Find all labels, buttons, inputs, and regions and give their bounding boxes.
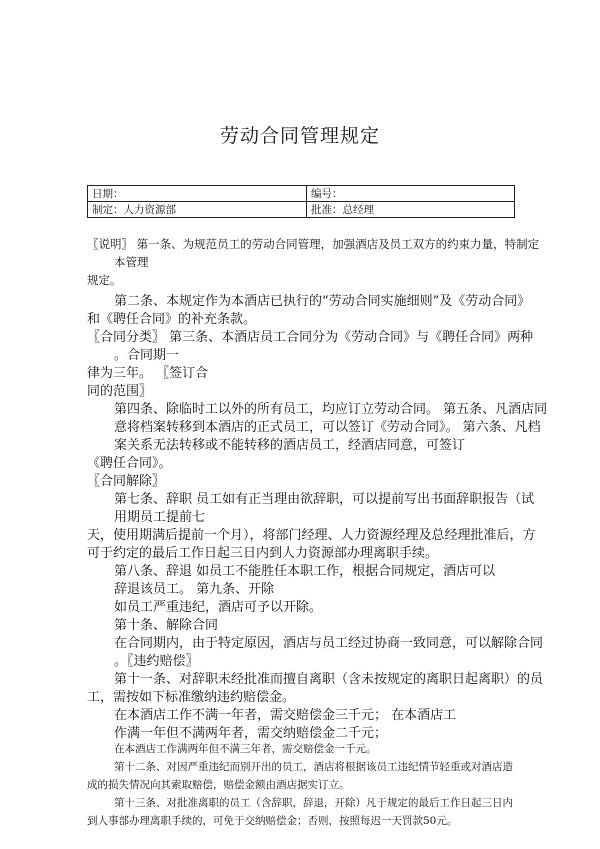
- text-line: 在本酒店工作满两年但不满三年者，需交赔偿金一千元。: [114, 743, 377, 755]
- text-line: 。〖违约赔偿〗: [114, 654, 199, 669]
- text-line: 和《聘任合同》的补充条款。: [87, 312, 257, 327]
- meta-table: [87, 185, 515, 218]
- number-cell: 编号：: [307, 186, 515, 202]
- text-line: 用期员工提前七: [114, 510, 206, 525]
- text-line: 第十三条、对批准离职的员工（含辞职，辞退，开除）凡于规定的最后工作日起三日内: [114, 797, 513, 809]
- text-line: 在本酒店工作不满一年者，需交赔偿金三千元； 在本酒店工: [114, 708, 457, 723]
- text-line: 第十二条、对因严重违纪而别开出的员工，酒店将根据该员工违纪情节轻重或对酒店造: [114, 761, 513, 773]
- meta-row: [88, 202, 515, 218]
- date-cell: 日期：: [88, 186, 307, 202]
- approved-by-cell: 批准：总经理: [307, 202, 515, 218]
- text-line: 如员工严重违纪，酒店可予以开除。: [114, 600, 323, 615]
- text-line: 。合同期一: [114, 348, 180, 363]
- text-line: 规定。: [87, 273, 122, 287]
- text-line: 成的损失情况向其索取赔偿，赔偿金额由酒店据实订立。: [87, 779, 350, 791]
- text-line: 第四条、除临时工以外的所有员工，均应订立劳动合同。 第五条、凡酒店同: [114, 402, 548, 417]
- text-line: 律为三年。 〖签订合: [87, 366, 209, 381]
- text-line: 第七条、辞职 员工如有正当理由欲辞职，可以提前写出书面辞职报告（试: [114, 492, 535, 507]
- text-line: 作满一年但不满两年者，需交纳赔偿金二千元；: [114, 726, 388, 741]
- text-line: 同的范围〗: [87, 384, 153, 399]
- text-line: 在合同期内，由于特定原因，酒店与员工经过协商一致同意，可以解除合同: [114, 636, 544, 651]
- text-line: 意将档案转移到本酒店的正式员工，可以签订《劳动合同》。 第六条、凡档: [114, 420, 541, 435]
- text-line: 第二条、本规定作为本酒店已执行的“劳动合同实施细则”及《劳动合同》: [114, 294, 531, 309]
- document-title: 劳动合同管理规定: [219, 125, 380, 147]
- text-line: 第八条、辞退 如员工不能胜任本职工作，根据合同规定，酒店可以: [114, 564, 496, 579]
- text-line: 到人事部办理离职手续的，可免于交纳赔偿金；否则，按照每迟一天罚款50元。: [87, 815, 458, 827]
- text-line: 天，使用期满后提前一个月），将部门经理、人力资源经理及总经理批准后，方: [87, 528, 536, 543]
- text-line: 〖合同解除〗: [87, 474, 166, 489]
- made-by-cell: 制定：人力资源部: [88, 202, 307, 218]
- text-line: 辞退该员工。 第九条、开除: [114, 582, 275, 597]
- text-line: 可于约定的最后工作日起三日内到人力资源部办理离职手续。: [87, 546, 439, 561]
- text-line: 〖合同分类〗 第三条、本酒店员工合同分为《劳动合同》与《聘任合同》两种: [87, 330, 534, 345]
- text-line: 第十一条、对辞职未经批准而擅自离职（含未按规定的离职日起离职）的员: [114, 672, 544, 687]
- text-line: 〖说明〗 第一条、为规范员工的劳动合同管理，加强酒店及员工双方的约束力量，特制定: [87, 237, 540, 251]
- text-line: 本管理: [114, 255, 149, 269]
- text-line: 《聘任合同》。: [87, 456, 172, 471]
- text-line: 第十条、解除合同: [114, 618, 219, 633]
- text-line: 工，需按如下标准缴纳违约赔偿金。: [87, 690, 296, 705]
- text-line: 案关系无法转移或不能转移的酒店员工，经酒店同意，可签订: [114, 438, 466, 453]
- meta-row: [88, 186, 515, 202]
